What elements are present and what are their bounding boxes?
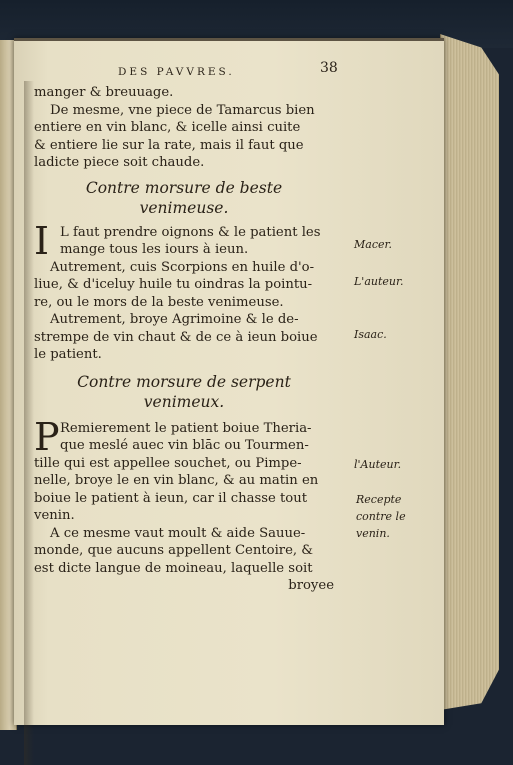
- margin-note: l'Auteur.: [354, 458, 402, 471]
- page-header: [34, 60, 434, 84]
- text-line: boiue le patient à ieun, car il chasse tout: [34, 490, 308, 506]
- text-line: est dicte langue de moineau, laquelle soit: [34, 560, 313, 576]
- text-line: liue, & d'iceluy huile tu oindras la pointu-: [34, 277, 313, 292]
- drop-cap: P: [34, 414, 60, 459]
- page-fore-edges: [440, 34, 499, 710]
- text-line: Autrement, broye Agrimoine & le de-: [50, 312, 299, 327]
- text-line: le patient.: [34, 347, 102, 362]
- drop-cap: I: [34, 218, 50, 263]
- text-line: tille qui est appellee souchet, ou Pimpe-: [34, 455, 302, 471]
- margin-note: Recepte: [356, 493, 402, 506]
- catch-word: broyee: [288, 578, 334, 593]
- text-line: De mesme, vne piece de Tamarcus bien: [50, 102, 315, 118]
- text-line: re, ou le mors de la beste venimeuse.: [34, 294, 284, 310]
- text-line: que meslé auec vin blāc ou Tourmen-: [60, 438, 309, 453]
- section-heading: venimeuse.: [139, 198, 229, 217]
- text-line: strempe de vin chaut & de ce à ieun boiue: [34, 329, 318, 345]
- binding-shadow: [24, 81, 34, 765]
- text-line: ladicte piece soit chaude.: [34, 155, 205, 170]
- text-line: A ce mesme vaut moult & aide Sauue-: [50, 525, 306, 541]
- text-line: Remierement le patient boiue Theria-: [60, 420, 312, 436]
- text-line: mange tous les iours à ieun.: [60, 242, 249, 257]
- margin-note: Isaac.: [354, 328, 387, 341]
- text-line: nelle, broye le en vin blanc, & au matin en: [34, 473, 319, 488]
- text-line: L faut prendre oignons & le patient les: [60, 224, 321, 240]
- text-line: entiere en vin blanc, & icelle ainsi cuite: [34, 120, 301, 135]
- section-heading: venimeux.: [143, 392, 225, 411]
- text-line: manger & breuuage.: [34, 85, 174, 100]
- paragraph: [34, 414, 434, 459]
- margin-note: Macer.: [354, 238, 393, 251]
- section-heading: Contre morsure de beste: [85, 178, 283, 197]
- margin-note: contre le: [356, 510, 406, 523]
- text-line: Autrement, cuis Scorpions en huile d'o-: [50, 259, 315, 275]
- page-number: 38: [320, 60, 338, 76]
- text-line: monde, que aucuns appellent Centoire, &: [34, 543, 314, 558]
- text-line: venin.: [34, 508, 75, 523]
- running-title: DES PAVVRES.: [118, 66, 235, 78]
- margin-note: venin.: [356, 527, 390, 540]
- section-heading: Contre morsure de serpent: [77, 372, 291, 391]
- margin-note: L'auteur.: [354, 275, 404, 288]
- text-line: & entiere lie sur la rate, mais il faut que: [34, 137, 304, 153]
